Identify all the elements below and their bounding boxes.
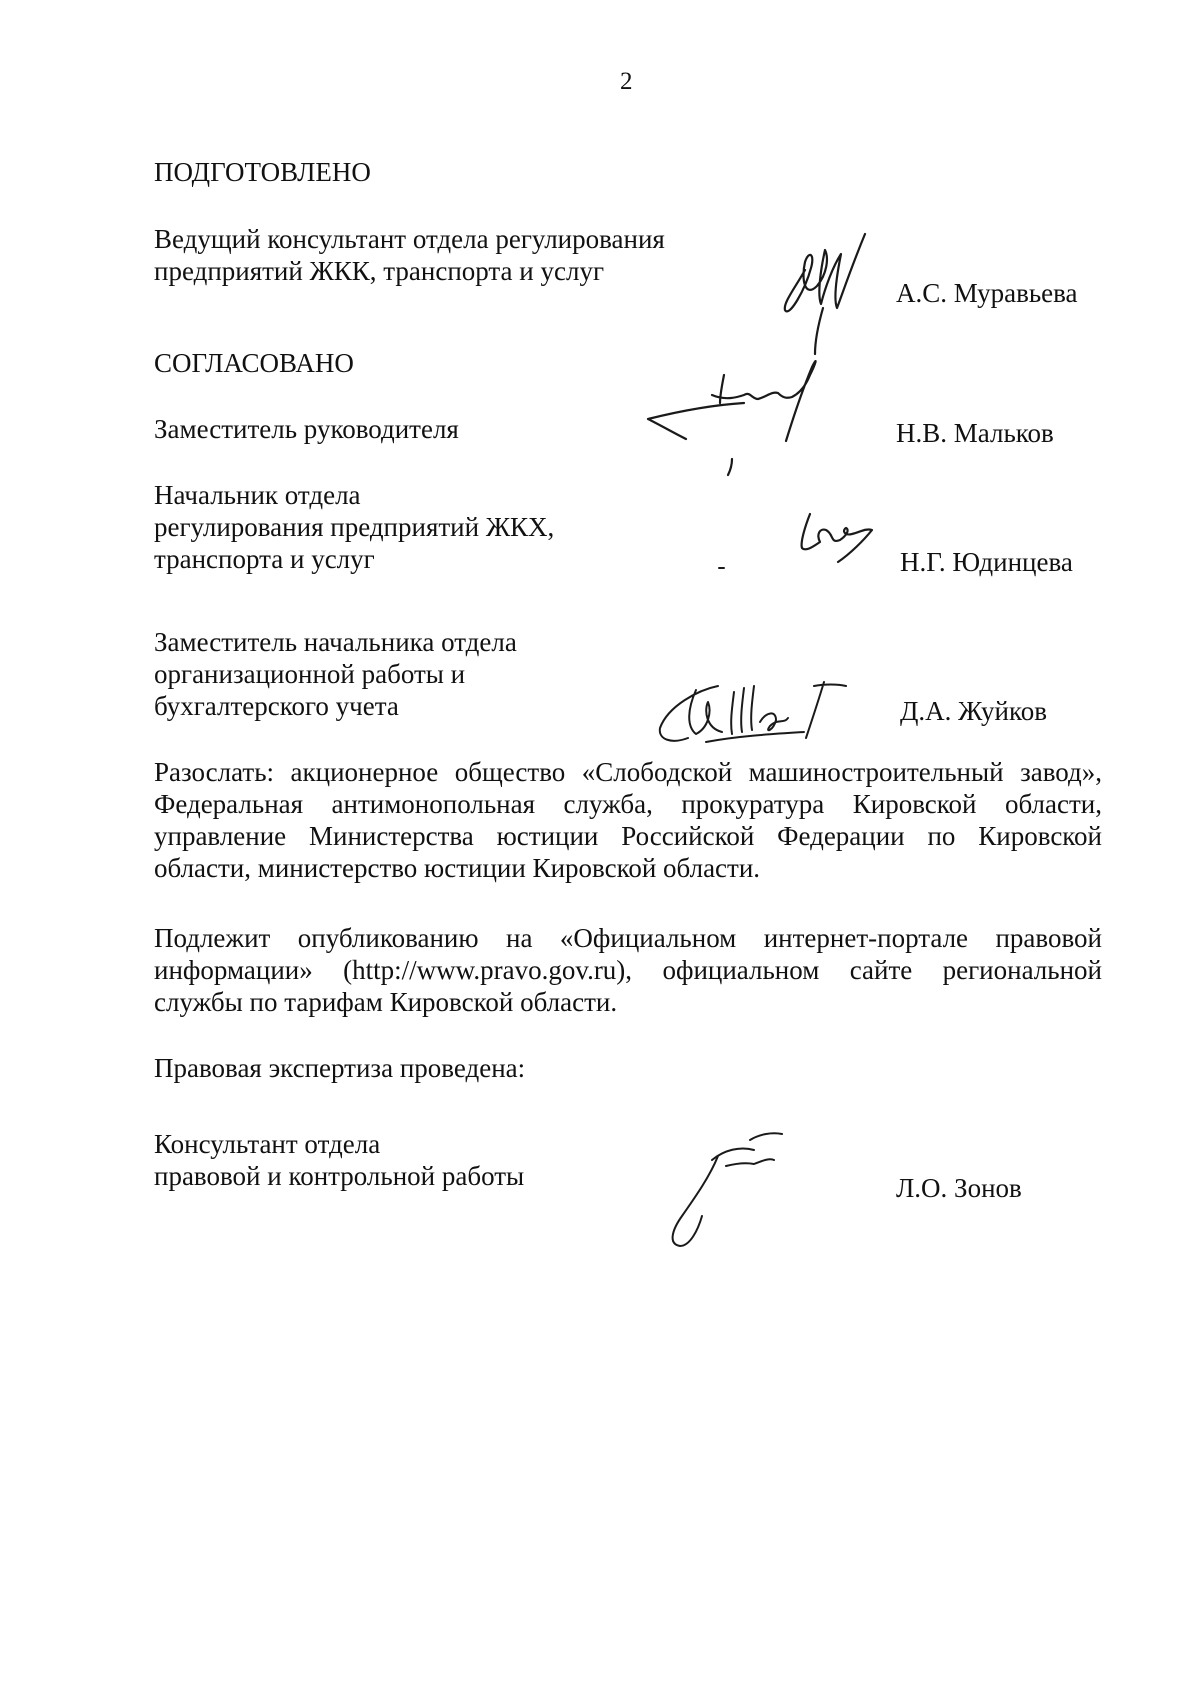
legal-review-heading: Правовая экспертиза проведена: <box>154 1053 526 1083</box>
legal-review-position <box>154 1128 524 1192</box>
signature-zonov <box>660 1120 810 1250</box>
signature-malkov <box>640 355 870 485</box>
publication-line: Подлежит опубликованию на «Официальном интернет-портале правовой <box>154 923 1102 953</box>
publication-paragraph <box>154 922 1102 1018</box>
signatory-1-position <box>154 413 459 445</box>
signatory-1-name: Н.В. Мальков <box>896 418 1054 448</box>
signatory-3-position <box>154 626 517 722</box>
signatory-2-position <box>154 479 554 575</box>
signature-yudintseva <box>790 508 890 568</box>
signature-muravyeva <box>775 228 895 363</box>
agreed-heading: СОГЛАСОВАНО <box>154 348 354 378</box>
legal-review-position-line: правовой и контрольной работы <box>154 1161 525 1191</box>
distribution-line: области, министерство юстиции Кировской области. <box>154 853 761 883</box>
signatory-3-name: Д.А. Жуйков <box>900 696 1047 726</box>
distribution-line: Разослать: акционерное общество «Слободской машиностроительный завод», <box>154 757 1102 787</box>
signature-zhuikov <box>648 672 898 752</box>
prepared-heading: ПОДГОТОВЛЕНО <box>154 157 371 187</box>
signatory-position-line: организационной работы и <box>154 659 466 689</box>
signatory-position-line: Заместитель руководителя <box>154 414 459 444</box>
distribution-paragraph <box>154 756 1102 884</box>
prepared-name: А.С. Муравьева <box>896 278 1078 308</box>
legal-review-name: Л.О. Зонов <box>896 1173 1022 1203</box>
distribution-line: управление Министерства юстиции Российской Федерации по Кировской <box>154 821 1102 851</box>
legal-review-position-line: Консультант отдела <box>154 1129 381 1159</box>
signatory-position-line: Заместитель начальника отдела <box>154 627 517 657</box>
distribution-line: Федеральная антимонопольная служба, прокуратура Кировской области, <box>154 789 1102 819</box>
prepared-position <box>154 223 665 287</box>
publication-line: службы по тарифам Кировской области. <box>154 987 618 1017</box>
prepared-position-line: предприятий ЖКК, транспорта и услуг <box>154 256 605 286</box>
prepared-position-line: Ведущий консультант отдела регулирования <box>154 224 665 254</box>
signatory-position-line: Начальник отдела <box>154 480 361 510</box>
signatory-position-line: регулирования предприятий ЖКХ, <box>154 512 555 542</box>
signatory-position-line: бухгалтерского учета <box>154 691 399 721</box>
signatory-position-line: транспорта и услуг <box>154 544 375 574</box>
page-number: 2 <box>620 68 633 95</box>
signatory-2-name: Н.Г. Юдинцева <box>900 547 1073 577</box>
signature-yudintseva-mark <box>718 565 726 571</box>
publication-line: информации» (http://www.pravo.gov.ru), официальном сайте региональной <box>154 955 1102 985</box>
